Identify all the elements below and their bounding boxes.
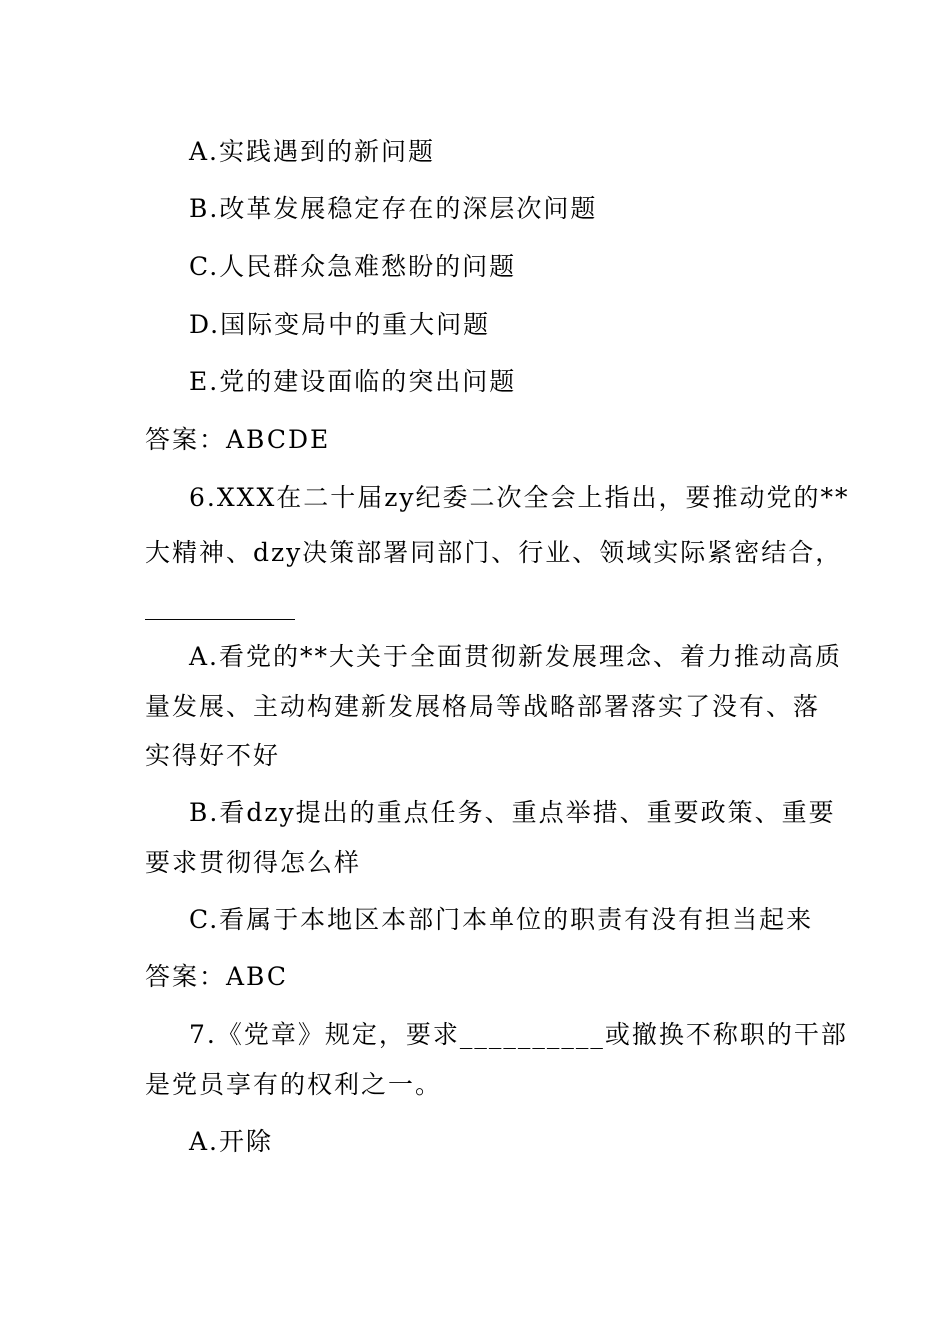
q6-option-c: C.看属于本地区本部门本单位的职责有没有担当起来 [189,905,814,934]
q5-option-d: D.国际变局中的重大问题 [189,310,491,339]
q6-option-b-line-1: B.看dzy提出的重点任务、重点举措、重要政策、重要 [189,798,836,827]
q6-answer: 答案：ABC [145,962,289,991]
q6-option-a-line-2: 量发展、主动构建新发展格局等战略部署落实了没有、落 [145,692,821,721]
q6-option-b-line-2: 要求贯彻得怎么样 [145,848,362,877]
q5-option-a: A.实践遇到的新问题 [189,137,436,166]
q5-option-b: B.改革发展稳定存在的深层次问题 [189,194,598,223]
q7-stem-line-1: 7.《党章》规定，要求__________或撤换不称职的干部 [189,1020,848,1049]
q6-stem-line-2: 大精神、dzy决策部署同部门、行业、领域实际紧密结合， [145,538,843,567]
q7-option-a: A.开除 [189,1127,274,1156]
q5-answer: 答案：ABCDE [145,425,331,454]
q6-blank: ____________ [145,591,295,620]
q5-option-c: C.人民群众急难愁盼的问题 [189,252,517,281]
q5-option-e: E.党的建设面临的突出问题 [189,367,517,396]
q6-option-a-line-3: 实得好不好 [145,741,281,770]
q7-stem-line-2: 是党员享有的权利之一。 [145,1070,443,1099]
q6-stem-line-1: 6.XXX在二十届zy纪委二次全会上指出，要推动党的** [189,483,850,512]
q6-option-a-line-1: A.看党的**大关于全面贯彻新发展理念、着力推动高质 [189,642,843,671]
